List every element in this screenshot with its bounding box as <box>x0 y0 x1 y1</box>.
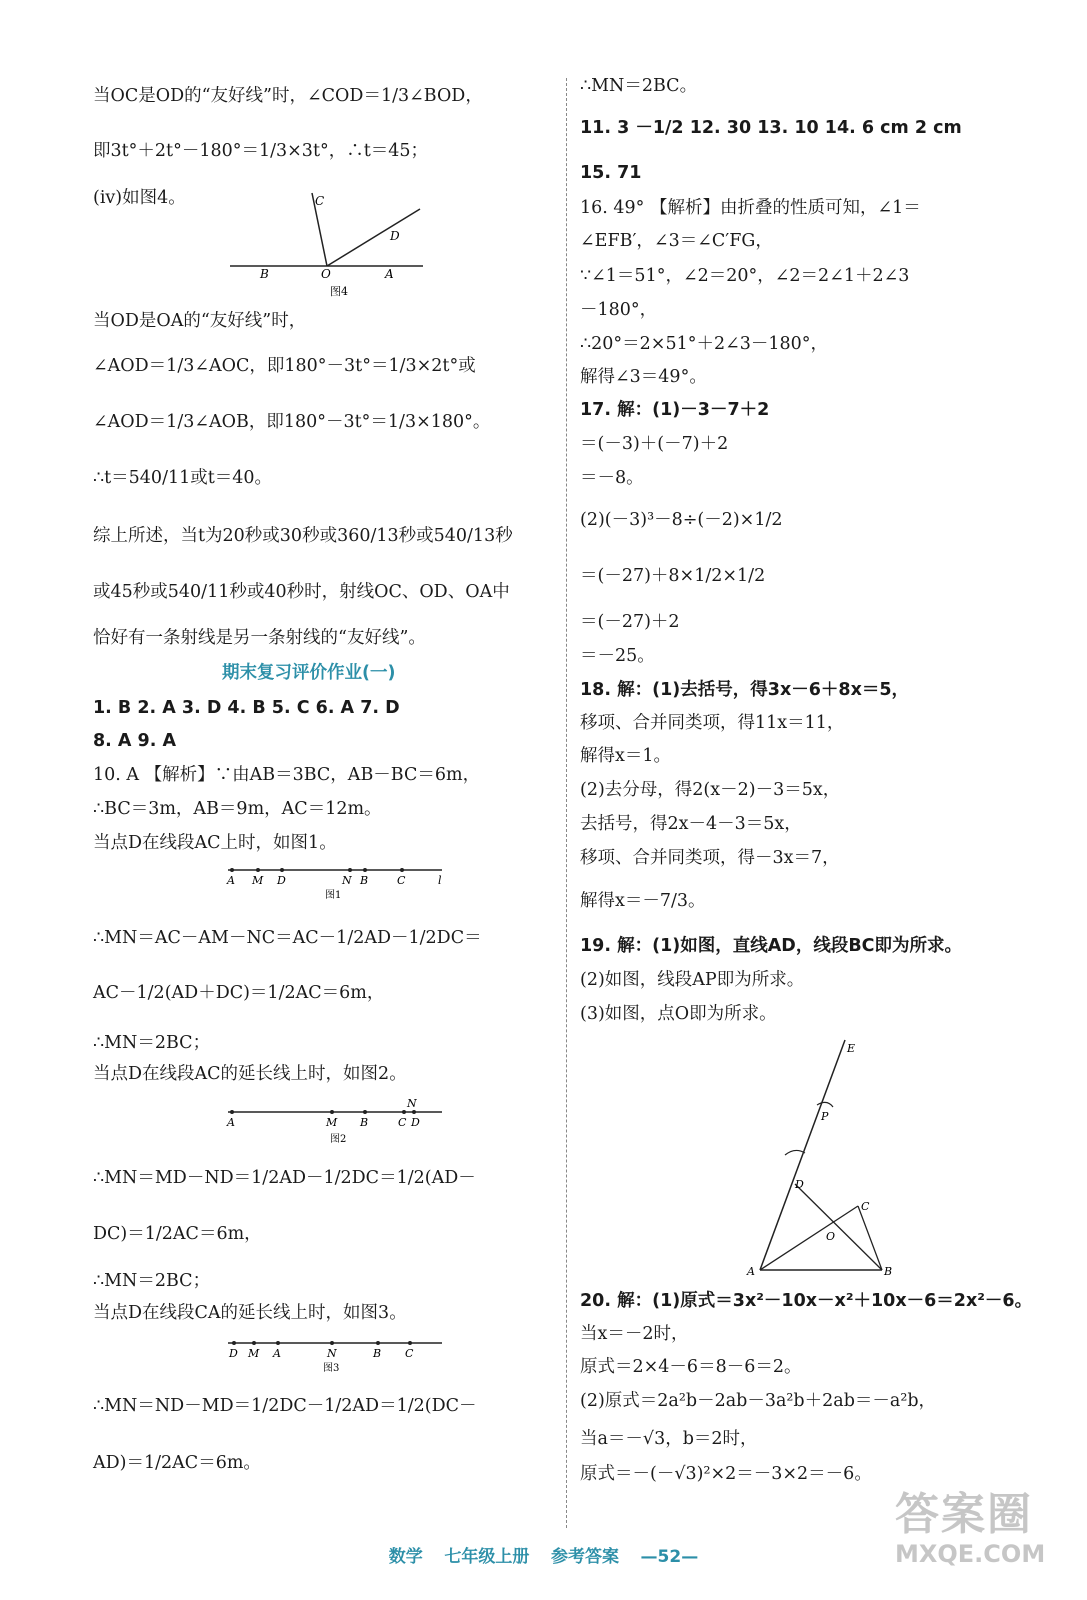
watermark-line2: MXQE.COM <box>895 1540 1046 1568</box>
svg-text:A: A <box>385 267 394 281</box>
figure-3 <box>220 1335 450 1375</box>
right-line: 原式＝－(－√3)²×2＝－3×2＝－6。 <box>580 1464 872 1484</box>
footer-page-number: —52— <box>640 1547 699 1567</box>
svg-text:C: C <box>397 874 406 887</box>
right-line: 当x＝－2时， <box>580 1324 689 1344</box>
right-line: 移项、合并同类项，得11x＝11， <box>580 713 845 733</box>
svg-text:B: B <box>260 267 269 281</box>
left-line: (iv)如图4。 <box>93 188 186 208</box>
right-line: (2)(－3)³－8÷(－2)×1/2 <box>580 510 783 530</box>
left-line: ∴MN＝MD－ND＝1/2AD－1/2DC＝1/2(AD－ <box>93 1168 476 1188</box>
right-line: ＝－8。 <box>580 468 644 488</box>
svg-text:B: B <box>884 1265 893 1278</box>
svg-text:B: B <box>360 1116 369 1129</box>
svg-text:D: D <box>411 1116 420 1129</box>
svg-text:O: O <box>826 1230 836 1243</box>
svg-text:C: C <box>405 1347 414 1360</box>
figure-19 <box>735 1030 915 1280</box>
svg-text:O: O <box>321 267 331 281</box>
left-line: 综上所述，当t为20秒或30秒或360/13秒或540/13秒 <box>93 526 513 546</box>
svg-text:N: N <box>327 1347 337 1360</box>
svg-text:P: P <box>821 1110 829 1123</box>
left-line: 即3t°＋2t°－180°＝1/3×3t°，∴t＝45； <box>93 141 429 161</box>
svg-text:l: l <box>438 874 442 887</box>
svg-text:C: C <box>315 194 325 208</box>
svg-text:C: C <box>861 1200 870 1213</box>
section-title: 期末复习评价作业(一) <box>222 663 396 683</box>
left-line: AC－1/2(AD＋DC)＝1/2AC＝6m， <box>93 983 385 1003</box>
left-line: 当OD是OA的“友好线”时， <box>93 311 307 331</box>
right-line: ＝(－27)＋2 <box>580 612 680 632</box>
right-line: ＝－25。 <box>580 646 655 666</box>
svg-text:B: B <box>373 1347 382 1360</box>
left-line: ∴MN＝2BC； <box>93 1033 211 1053</box>
svg-text:D: D <box>390 229 400 243</box>
left-line: 8. A 9. A <box>93 731 177 751</box>
svg-text:B: B <box>360 874 369 887</box>
footer-subject: 数学 <box>388 1547 423 1567</box>
left-line: AD)＝1/2AC＝6m。 <box>93 1453 261 1473</box>
right-line: ∴MN＝2BC。 <box>580 76 698 96</box>
svg-text:D: D <box>277 874 286 887</box>
svg-text:N: N <box>407 1097 417 1110</box>
left-line: 10. A 【解析】∵由AB＝3BC，AB－BC＝6m， <box>93 765 481 785</box>
figure-2 <box>220 1096 450 1148</box>
left-line: ∴MN＝2BC； <box>93 1271 211 1291</box>
figure-3-caption: 图3 <box>323 1363 340 1374</box>
figure-1-caption: 图1 <box>325 890 342 901</box>
figure-4-caption: 图4 <box>330 285 348 298</box>
left-line: ∠AOD＝1/3∠AOC，即180°－3t°＝1/3×2t°或 <box>93 356 476 376</box>
figure-1 <box>220 862 450 902</box>
svg-text:A: A <box>227 1116 235 1129</box>
left-line: DC)＝1/2AC＝6m， <box>93 1224 262 1244</box>
right-line: 解得∠3＝49°。 <box>580 367 707 387</box>
right-line: 11. 3 －1/2 12. 30 13. 10 14. 6 cm 2 cm <box>580 118 962 138</box>
left-line: 或45秒或540/11秒或40秒时，射线OC、OD、OA中 <box>93 582 510 602</box>
footer-label: 参考答案 <box>550 1547 619 1567</box>
svg-text:M: M <box>248 1347 260 1360</box>
right-line: 去括号，得2x－4－3＝5x， <box>580 814 802 834</box>
svg-text:D: D <box>229 1347 238 1360</box>
figure-2-caption: 图2 <box>330 1134 347 1145</box>
footer-grade: 七年级上册 <box>444 1547 530 1567</box>
svg-text:N: N <box>342 874 352 887</box>
svg-text:M: M <box>326 1116 338 1129</box>
right-line: ＝(－3)＋(－7)＋2 <box>580 434 729 454</box>
right-line: 20. 解：(1)原式＝3x²－10x－x²＋10x－6＝2x²－6。 <box>580 1291 1033 1311</box>
right-line: (2)如图，线段AP即为所求。 <box>580 970 805 990</box>
column-divider <box>566 78 567 1528</box>
right-line: －180°， <box>580 300 658 320</box>
right-line: 17. 解：(1)－3－7＋2 <box>580 400 770 420</box>
right-line: ∴20°＝2×51°＋2∠3－180°， <box>580 334 829 354</box>
svg-text:A: A <box>227 874 235 887</box>
left-line: 当点D在线段CA的延长线上时，如图3。 <box>93 1303 407 1323</box>
right-line: ＝(－27)＋8×1/2×1/2 <box>580 566 766 586</box>
left-line: 当OC是OD的“友好线”时，∠COD＝1/3∠BOD， <box>93 86 483 106</box>
right-line: ∠EFB′，∠3＝∠C′FG， <box>580 231 773 251</box>
right-line: 解得x＝－7/3。 <box>580 891 706 911</box>
left-line: ∴MN＝AC－AM－NC＝AC－1/2AD－1/2DC＝ <box>93 928 482 948</box>
svg-text:D: D <box>795 1178 804 1191</box>
left-line: 恰好有一条射线是另一条射线的“友好线”。 <box>93 628 426 648</box>
watermark-line1: 答案圈 <box>895 1489 1033 1540</box>
svg-text:M: M <box>252 874 264 887</box>
left-line: ∴MN＝ND－MD＝1/2DC－1/2AD＝1/2(DC－ <box>93 1396 477 1416</box>
right-line: ∵∠1＝51°，∠2＝20°，∠2＝2∠1＋2∠3 <box>580 266 910 286</box>
left-line: 当点D在线段AC上时，如图1。 <box>93 833 337 853</box>
right-line: 移项、合并同类项，得－3x＝7， <box>580 848 840 868</box>
right-line: 18. 解：(1)去括号，得3x－6＋8x＝5， <box>580 680 910 700</box>
right-line: (2)原式＝2a²b－2ab－3a²b＋2ab＝－a²b， <box>580 1391 937 1411</box>
svg-text:C: C <box>398 1116 407 1129</box>
right-line: 16. 49° 【解析】由折叠的性质可知，∠1＝ <box>580 198 921 218</box>
svg-text:A: A <box>273 1347 281 1360</box>
right-line: 19. 解：(1)如图，直线AD，线段BC即为所求。 <box>580 936 963 956</box>
right-line: 15. 71 <box>580 163 642 183</box>
right-line: (2)去分母，得2(x－2)－3＝5x， <box>580 780 841 800</box>
left-line: ∠AOD＝1/3∠AOB，即180°－3t°＝1/3×180°。 <box>93 412 491 432</box>
right-line: 解得x＝1。 <box>580 746 672 766</box>
right-line: 原式＝2×4－6＝8－6＝2。 <box>580 1357 802 1377</box>
figure-4 <box>220 185 430 300</box>
right-line: (3)如图，点O即为所求。 <box>580 1004 777 1024</box>
left-line: 1. B 2. A 3. D 4. B 5. C 6. A 7. D <box>93 698 400 718</box>
left-line: ∴BC＝3m，AB＝9m，AC＝12m。 <box>93 799 382 819</box>
right-line: 当a＝－√3，b＝2时， <box>580 1429 758 1449</box>
svg-text:E: E <box>847 1042 856 1055</box>
watermark-logo <box>895 1478 1045 1568</box>
left-line: ∴t＝540/11或t＝40。 <box>93 468 273 488</box>
left-line: 当点D在线段AC的延长线上时，如图2。 <box>93 1064 407 1084</box>
svg-text:A: A <box>747 1265 755 1278</box>
